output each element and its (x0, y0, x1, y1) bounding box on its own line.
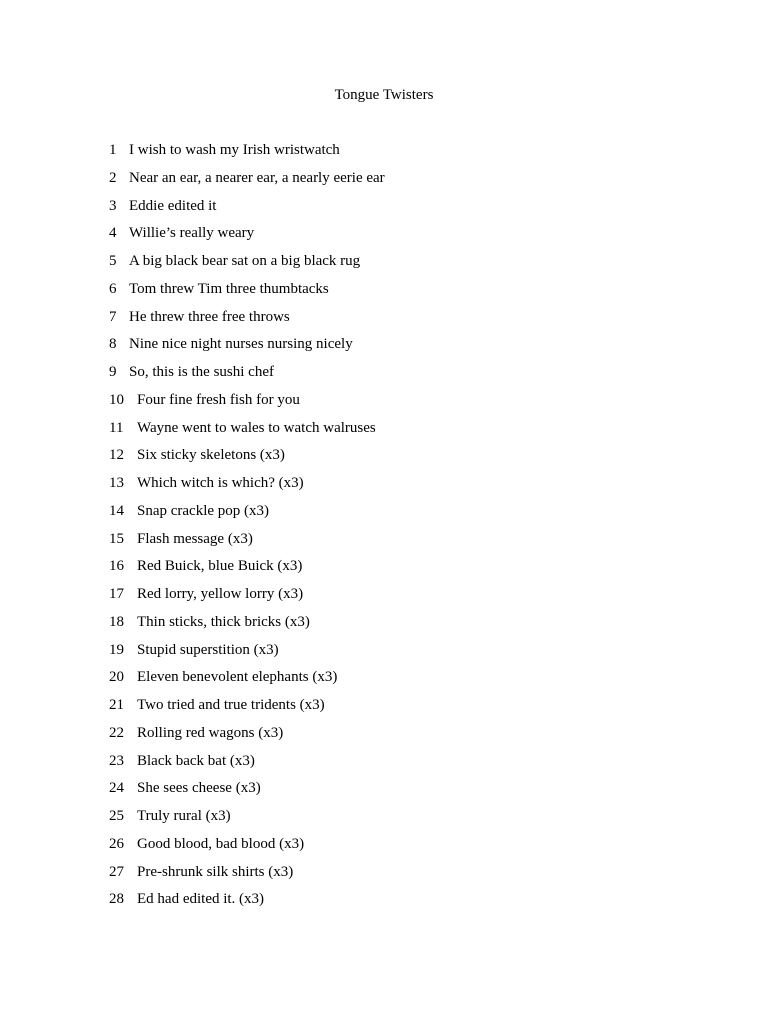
item-number: 15 (109, 530, 124, 547)
item-number: 14 (109, 502, 124, 519)
list-item (109, 889, 385, 917)
list-item (109, 140, 385, 168)
item-text: Four fine fresh fish for you (137, 391, 300, 408)
list-item (109, 168, 385, 196)
item-number: 13 (109, 475, 124, 491)
list-item (109, 196, 385, 224)
item-text: Pre-shrunk silk shirts (x3) (137, 863, 294, 880)
item-text: Stupid superstition (x3) (137, 641, 279, 658)
item-number: 10 (109, 391, 124, 408)
item-number: 16 (109, 558, 124, 575)
list-item (109, 612, 385, 640)
list-item (109, 362, 385, 390)
item-text: Eddie edited it (129, 197, 217, 214)
list-item (109, 834, 385, 862)
item-text: Truly rural (x3) (137, 808, 231, 824)
item-number: 12 (109, 447, 124, 464)
item-number: 23 (109, 752, 124, 769)
item-number: 24 (109, 780, 124, 797)
list-item (109, 473, 385, 501)
item-number: 22 (109, 724, 124, 741)
list-item (109, 251, 385, 279)
list-item (109, 307, 385, 335)
list-item (109, 778, 385, 806)
item-text: Thin sticks, thick bricks (x3) (137, 613, 310, 630)
item-number: 9 (109, 364, 117, 380)
item-text: I wish to wash my Irish wristwatch (129, 142, 340, 158)
item-number: 18 (109, 613, 124, 630)
item-number: 3 (109, 197, 117, 214)
list-item (109, 390, 385, 418)
item-text: So, this is the sushi chef (129, 364, 274, 380)
item-number: 6 (109, 280, 117, 297)
list-item (109, 223, 385, 251)
item-number: 11 (109, 419, 124, 436)
item-number: 17 (109, 586, 124, 602)
list-item (109, 334, 385, 362)
item-text: Which witch is which? (x3) (137, 475, 304, 491)
list-item (109, 279, 385, 307)
item-text: A big black bear sat on a big black rug (129, 253, 361, 269)
item-text: Good blood, bad blood (x3) (137, 835, 305, 852)
item-text: Black back bat (x3) (137, 752, 255, 769)
list-item (109, 695, 385, 723)
item-number: 21 (109, 697, 124, 713)
tongue-twister-list (109, 140, 385, 917)
item-text: Two tried and true tridents (x3) (137, 697, 325, 713)
item-text: Red lorry, yellow lorry (x3) (137, 586, 304, 602)
item-text: Flash message (x3) (137, 530, 253, 547)
page-title: Tongue Twisters (334, 87, 434, 103)
item-text: Six sticky skeletons (x3) (137, 447, 285, 464)
item-text: Willie’s really weary (129, 225, 255, 242)
list-item (109, 418, 385, 446)
item-text: Ed had edited it. (x3) (137, 891, 265, 908)
list-item (109, 723, 385, 751)
item-number: 1 (109, 142, 117, 158)
item-text: She sees cheese (x3) (137, 780, 261, 797)
item-text: Wayne went to wales to watch walruses (137, 419, 376, 436)
item-number: 2 (109, 169, 117, 186)
item-number: 20 (109, 669, 124, 686)
item-number: 26 (109, 835, 124, 852)
list-item (109, 862, 385, 890)
list-item (109, 806, 385, 834)
item-number: 8 (109, 336, 117, 353)
item-number: 5 (109, 253, 117, 269)
item-text: Rolling red wagons (x3) (137, 724, 284, 741)
item-number: 25 (109, 808, 124, 824)
list-item (109, 640, 385, 668)
list-item (109, 556, 385, 584)
list-item (109, 445, 385, 473)
item-number: 28 (109, 891, 124, 908)
list-item (109, 501, 385, 529)
item-number: 7 (109, 308, 117, 325)
item-text: He threw three free throws (129, 308, 290, 325)
item-text: Near an ear, a nearer ear, a nearly eerie ear (129, 169, 385, 186)
item-text: Tom threw Tim three thumbtacks (129, 280, 329, 297)
item-number: 27 (109, 863, 124, 880)
item-text: Red Buick, blue Buick (x3) (137, 558, 303, 575)
item-text: Snap crackle pop (x3) (137, 502, 270, 519)
item-number: 19 (109, 641, 124, 658)
item-text: Nine nice night nurses nursing nicely (129, 336, 353, 353)
list-item (109, 751, 385, 779)
list-item (109, 584, 385, 612)
item-text: Eleven benevolent elephants (x3) (137, 669, 338, 686)
item-number: 4 (109, 225, 117, 242)
list-item (109, 529, 385, 557)
list-item (109, 667, 385, 695)
